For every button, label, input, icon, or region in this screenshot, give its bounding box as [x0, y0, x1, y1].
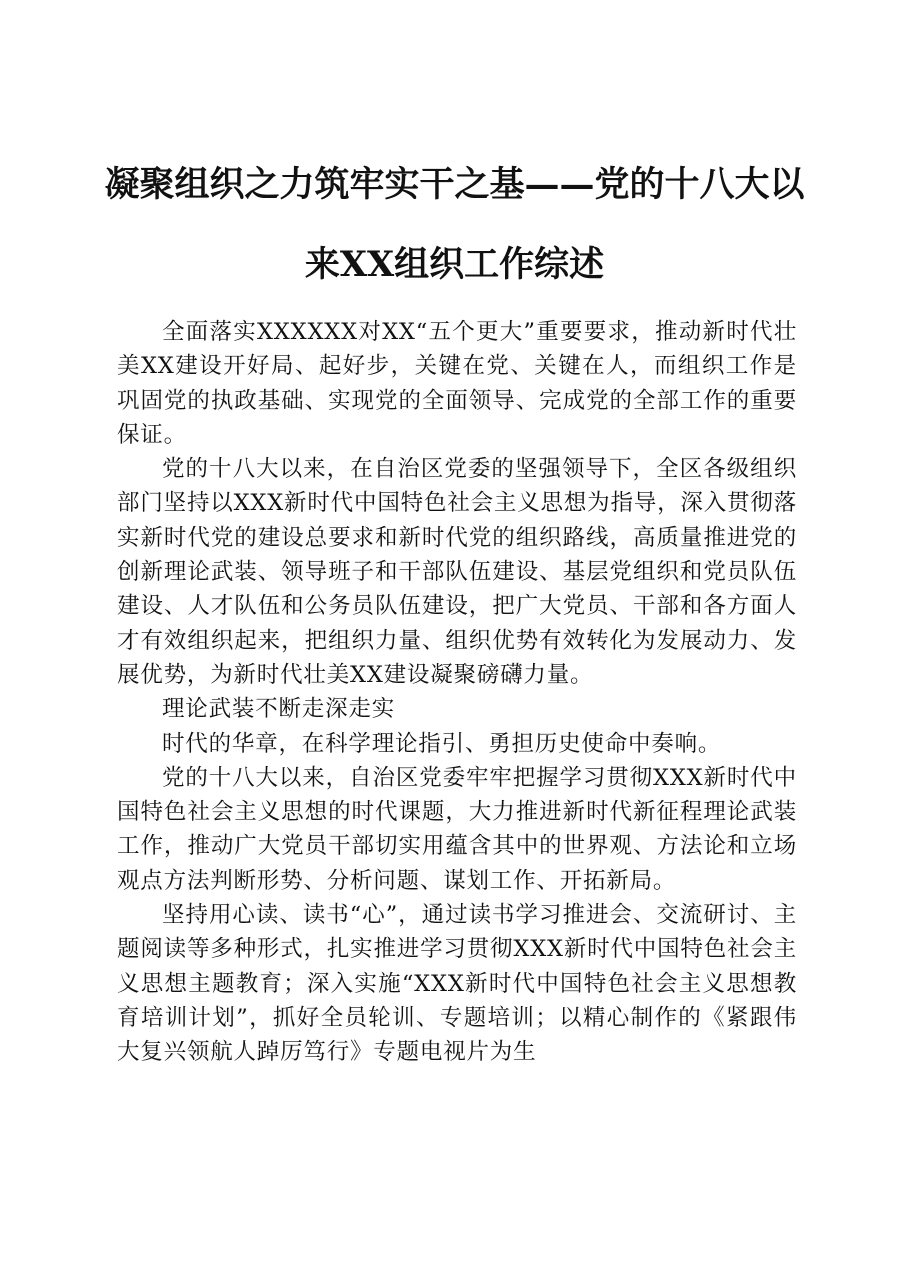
paragraph-lead: 时代的华章，在科学理论指引、勇担历史使命中奏响。 — [162, 730, 722, 757]
paragraph-intro: 全面落实XXXXXX对XX“五个更大”重要要求，推动新时代壮美XX建设开好局、起好步，关键在党、关键在人，而组织工作是巩固党的执政基础、实现党的全面领导、完成党的全部工作的重要保证。 — [117, 319, 797, 448]
document-title — [100, 145, 809, 305]
title-line-1: 凝聚组织之力筑牢实干之基——党的十八大以 — [104, 164, 805, 205]
paragraph-reading: 坚持用心读、读书“心”，通过读书学习推进会、交流研讨、主题阅读等多种形式，扎实推进学习贯彻XXX新时代中国特色社会主义思想主题教育；深入实施“XXX新时代中国特色社会主义思想教育培训计划”，抓好全员轮训、专题培训；以精心制作的《紧跟伟大复兴领航人踔厉笃行》专题电视片为生 — [117, 902, 797, 1066]
title-line-2: 来XX组织工作综述 — [304, 244, 605, 285]
section-heading: 理论武装不断走深走实 — [162, 696, 396, 723]
document-body — [117, 315, 797, 1070]
paragraph-theory: 党的十八大以来，自治区党委牢牢把握学习贯彻XXX新时代中国特色社会主义思想的时代课题，大力推进新时代新征程理论武装工作，推动广大党员干部切实用蕴含其中的世界观、方法论和立场观点方法判断形势、分析问题、谋划工作、开拓新局。 — [117, 764, 797, 894]
paragraph-overview: 党的十八大以来，在自治区党委的坚强领导下，全区各级组织部门坚持以XXX新时代中国特色社会主义思想为指导，深入贯彻落实新时代党的建设总要求和新时代党的组织路线，高质量推进党的创新理论武装、领导班子和干部队伍建设、基层党组织和党员队伍建设、人才队伍和公务员队伍建设，把广大党员、干部和各方面人才有效组织起来，把组织力量、组织优势有效转化为发展动力、发展优势，为新时代壮美XX建设凝聚磅礴力量。 — [117, 456, 797, 688]
